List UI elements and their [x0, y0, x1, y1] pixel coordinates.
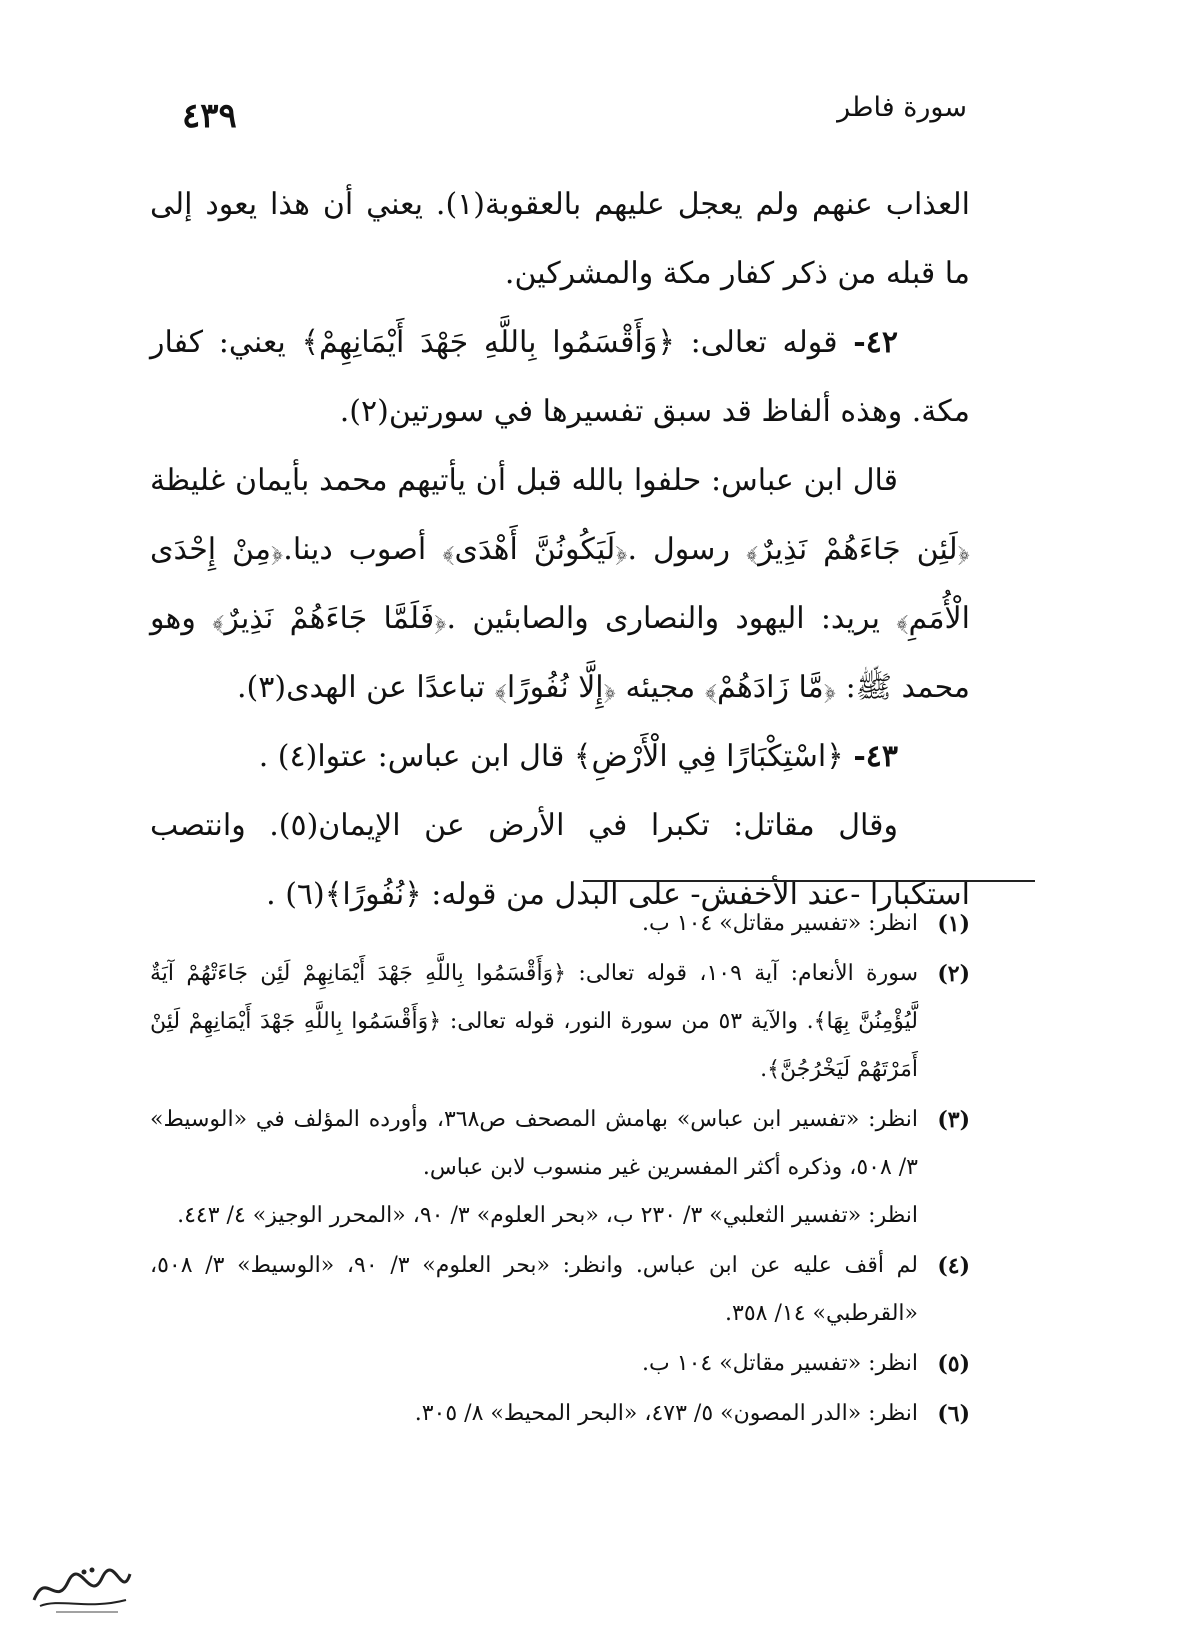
- footnote-1: [150, 900, 970, 948]
- footnote-separator: [583, 880, 1035, 882]
- footnote-6: [150, 1390, 970, 1438]
- footnote-number: (٤): [937, 1253, 970, 1279]
- footnote-text: انظر: «الدر المصون» ٥/ ٤٧٣، «البحر المحيط» ٨/ ٣٠٥.: [414, 1401, 918, 1426]
- verse-number-42: ٤٢-: [853, 325, 898, 360]
- footnote-text: سورة الأنعام: آية ١٠٩، قوله تعالى: ﴿وَأَقْسَمُوا بِاللَّهِ جَهْدَ أَيْمَانِهِمْ لَئِن جَاءَتْهُمْ آيَةٌ لَّيُؤْمِنُنَّ بِهَا﴾. والآية ٥٣ من سورة النور، قوله تعالى: ﴿وَأَقْسَمُوا بِاللَّهِ جَهْدَ أَيْمَانِهِمْ لَئِنْ أَمَرْتَهُمْ لَيَخْرُجُنَّ﴾.: [150, 961, 919, 1082]
- paragraph-2: [150, 308, 970, 446]
- footnote-text: انظر: «تفسير مقاتل» ١٠٤ ب.: [642, 1351, 918, 1376]
- footnote-text: لم أقف عليه عن ابن عباس. وانظر: «بحر العلوم» ٣/ ٩٠، «الوسيط» ٣/ ٥٠٨، «القرطبي» ١٤/ ٣٥٨.: [150, 1253, 918, 1326]
- footnote-number: (٢): [937, 961, 970, 987]
- footnote-text: انظر: «تفسير ابن عباس» بهامش المصحف ص٣٦٨، وأورده المؤلف في «الوسيط» ٣/ ٥٠٨، وذكره أكثر المفسرين غير منسوب لابن عباس.: [150, 1107, 918, 1180]
- paragraph-2-text: قوله تعالى: ﴿وَأَقْسَمُوا بِاللَّهِ جَهْدَ أَيْمَانِهِمْ﴾ يعني: كفار مكة. وهذه ألفاظ قد سبق تفسيرها في سورتين(٢).: [150, 325, 970, 429]
- footnote-3: [150, 1096, 970, 1240]
- footnotes: [150, 900, 970, 1440]
- footnote-text: انظر: «تفسير الثعلبي» ٣/ ٢٣٠ ب، «بحر العلوم» ٣/ ٩٠، «المحرر الوجيز» ٤/ ٤٤٣.: [177, 1203, 918, 1228]
- paragraph-3: قال ابن عباس: حلفوا بالله قبل أن يأتيهم محمد بأيمان غليظة ﴿لَئِن جَاءَهُمْ نَذِيرٌ﴾ رسول .﴿لَيَكُونُنَّ أَهْدَى﴾ أصوب دينا.﴿مِنْ إِحْدَى الْأُمَمِ﴾ يريد: اليهود والنصارى والصابئين .﴿فَلَمَّا جَاءَهُمْ نَذِيرٌ﴾ وهو محمد ﷺ: ﴿مَّا زَادَهُمْ﴾ مجيئه ﴿إِلَّا نُفُورًا﴾ تباعدًا عن الهدى(٣).: [150, 463, 970, 705]
- footnote-number: (٣): [937, 1107, 970, 1133]
- paragraph-4-text: ﴿اسْتِكْبَارًا فِي الْأَرْضِ﴾ قال ابن عباس: عتوا(٤) .: [258, 739, 844, 774]
- footnote-4: [150, 1242, 970, 1338]
- verse-number-43: ٤٣-: [853, 739, 898, 774]
- paragraph-4: [150, 722, 970, 791]
- footnote-2: [150, 950, 970, 1094]
- footnote-text: انظر: «تفسير مقاتل» ١٠٤ ب.: [642, 911, 918, 936]
- paragraph-5: وقال مقاتل: تكبرا في الأرض عن الإيمان(٥). وانتصب استكبارا -عند الأخفش- على البدل من قوله: ﴿نُفُورًا﴾(٦) .: [150, 808, 970, 912]
- library-stamp-logo: [26, 1560, 136, 1616]
- running-header-surah: سورة فاطر: [837, 92, 967, 123]
- footnote-number: (٥): [937, 1351, 970, 1377]
- main-text: [150, 170, 970, 929]
- footnote-number: (٦): [937, 1401, 970, 1427]
- footnote-5: [150, 1340, 970, 1388]
- page-number: ٤٣٩: [182, 96, 237, 136]
- footnote-number: (١): [937, 911, 970, 937]
- paragraph-1: العذاب عنهم ولم يعجل عليهم بالعقوبة(١). يعني أن هذا يعود إلى ما قبله من ذكر كفار مكة والمشركين.: [150, 187, 970, 291]
